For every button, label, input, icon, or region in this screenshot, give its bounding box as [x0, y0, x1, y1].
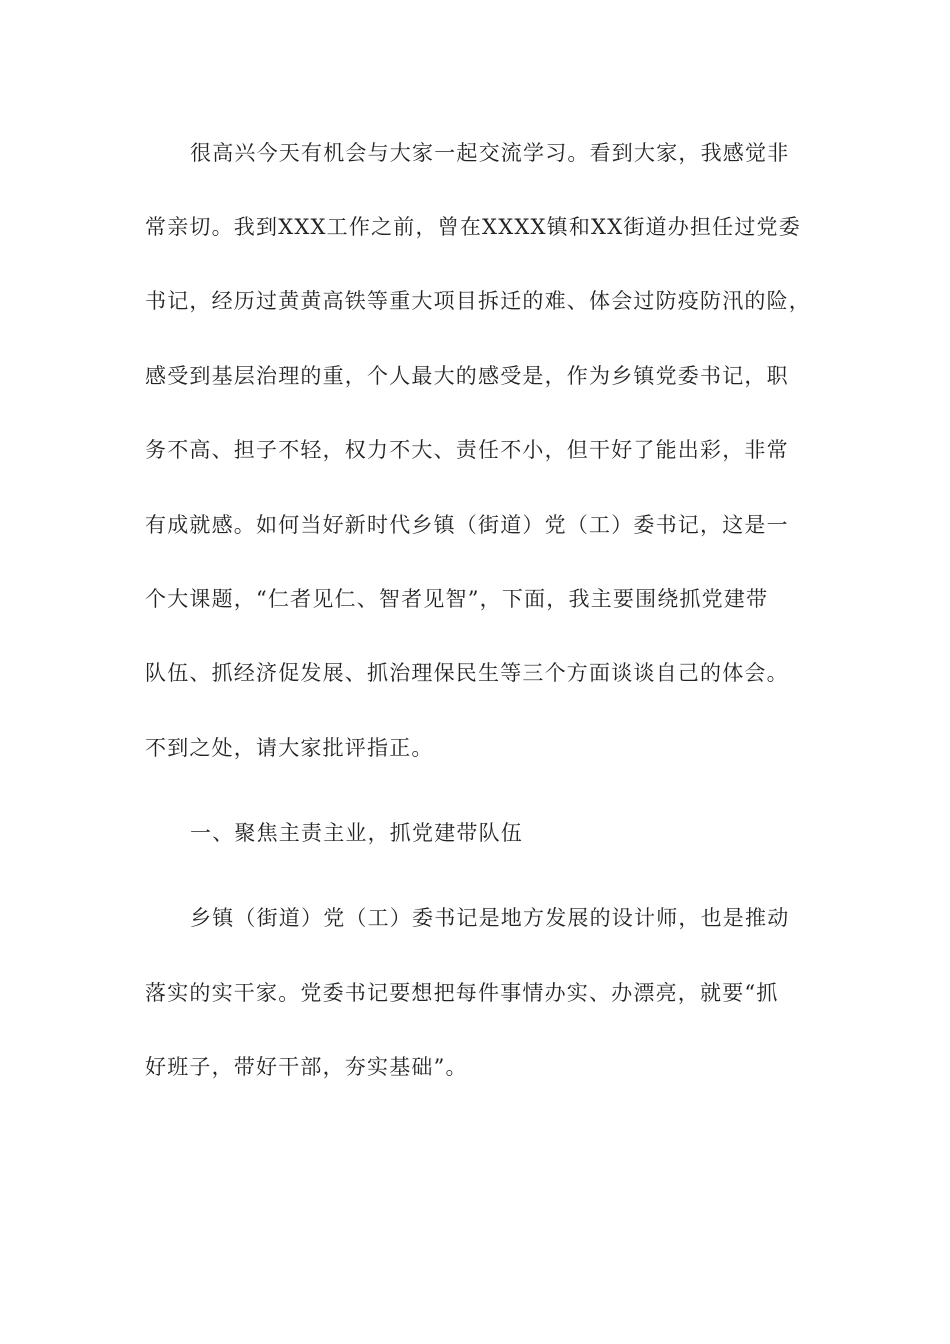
- paragraph-1-line-1: 很高兴今天有机会与大家一起交流学习。看到大家，我感觉非: [190, 141, 790, 165]
- section-heading-1: 一、聚焦主责主业，抓党建带队伍: [190, 821, 523, 845]
- paragraph-1-line-9: 不到之处，请大家批评指正。: [145, 736, 434, 760]
- paragraph-1-line-7: 个大课题，“仁者见仁、智者见智”，下面，我主要围绕抓党建带: [145, 587, 769, 611]
- paragraph-1-line-2: 常亲切。我到XXX工作之前，曾在XXXX镇和XX街道办担任过党委: [145, 215, 801, 239]
- paragraph-1-line-8: 队伍、抓经济促发展、抓治理保民生等三个方面谈谈自己的体会。: [145, 661, 789, 685]
- paragraph-2-line-2: 落实的实干家。党委书记要想把每件事情办实、办漂亮，就要“抓: [145, 981, 779, 1005]
- paragraph-2-line-3: 好班子，带好干部，夯实基础”。: [145, 1055, 468, 1079]
- paragraph-1-line-6: 有成就感。如何当好新时代乡镇（街道）党（工）委书记，这是一: [145, 513, 789, 537]
- paragraph-2-line-1: 乡镇（街道）党（工）委书记是地方发展的设计师，也是推动: [190, 906, 790, 930]
- paragraph-1-line-5: 务不高、担子不轻，权力不大、责任不小，但干好了能出彩，非常: [145, 438, 789, 462]
- paragraph-1-line-3: 书记，经历过黄黄高铁等重大项目拆迁的难、体会过防疫防汛的险，: [145, 289, 811, 313]
- paragraph-1-line-4: 感受到基层治理的重，个人最大的感受是，作为乡镇党委书记，职: [145, 364, 789, 388]
